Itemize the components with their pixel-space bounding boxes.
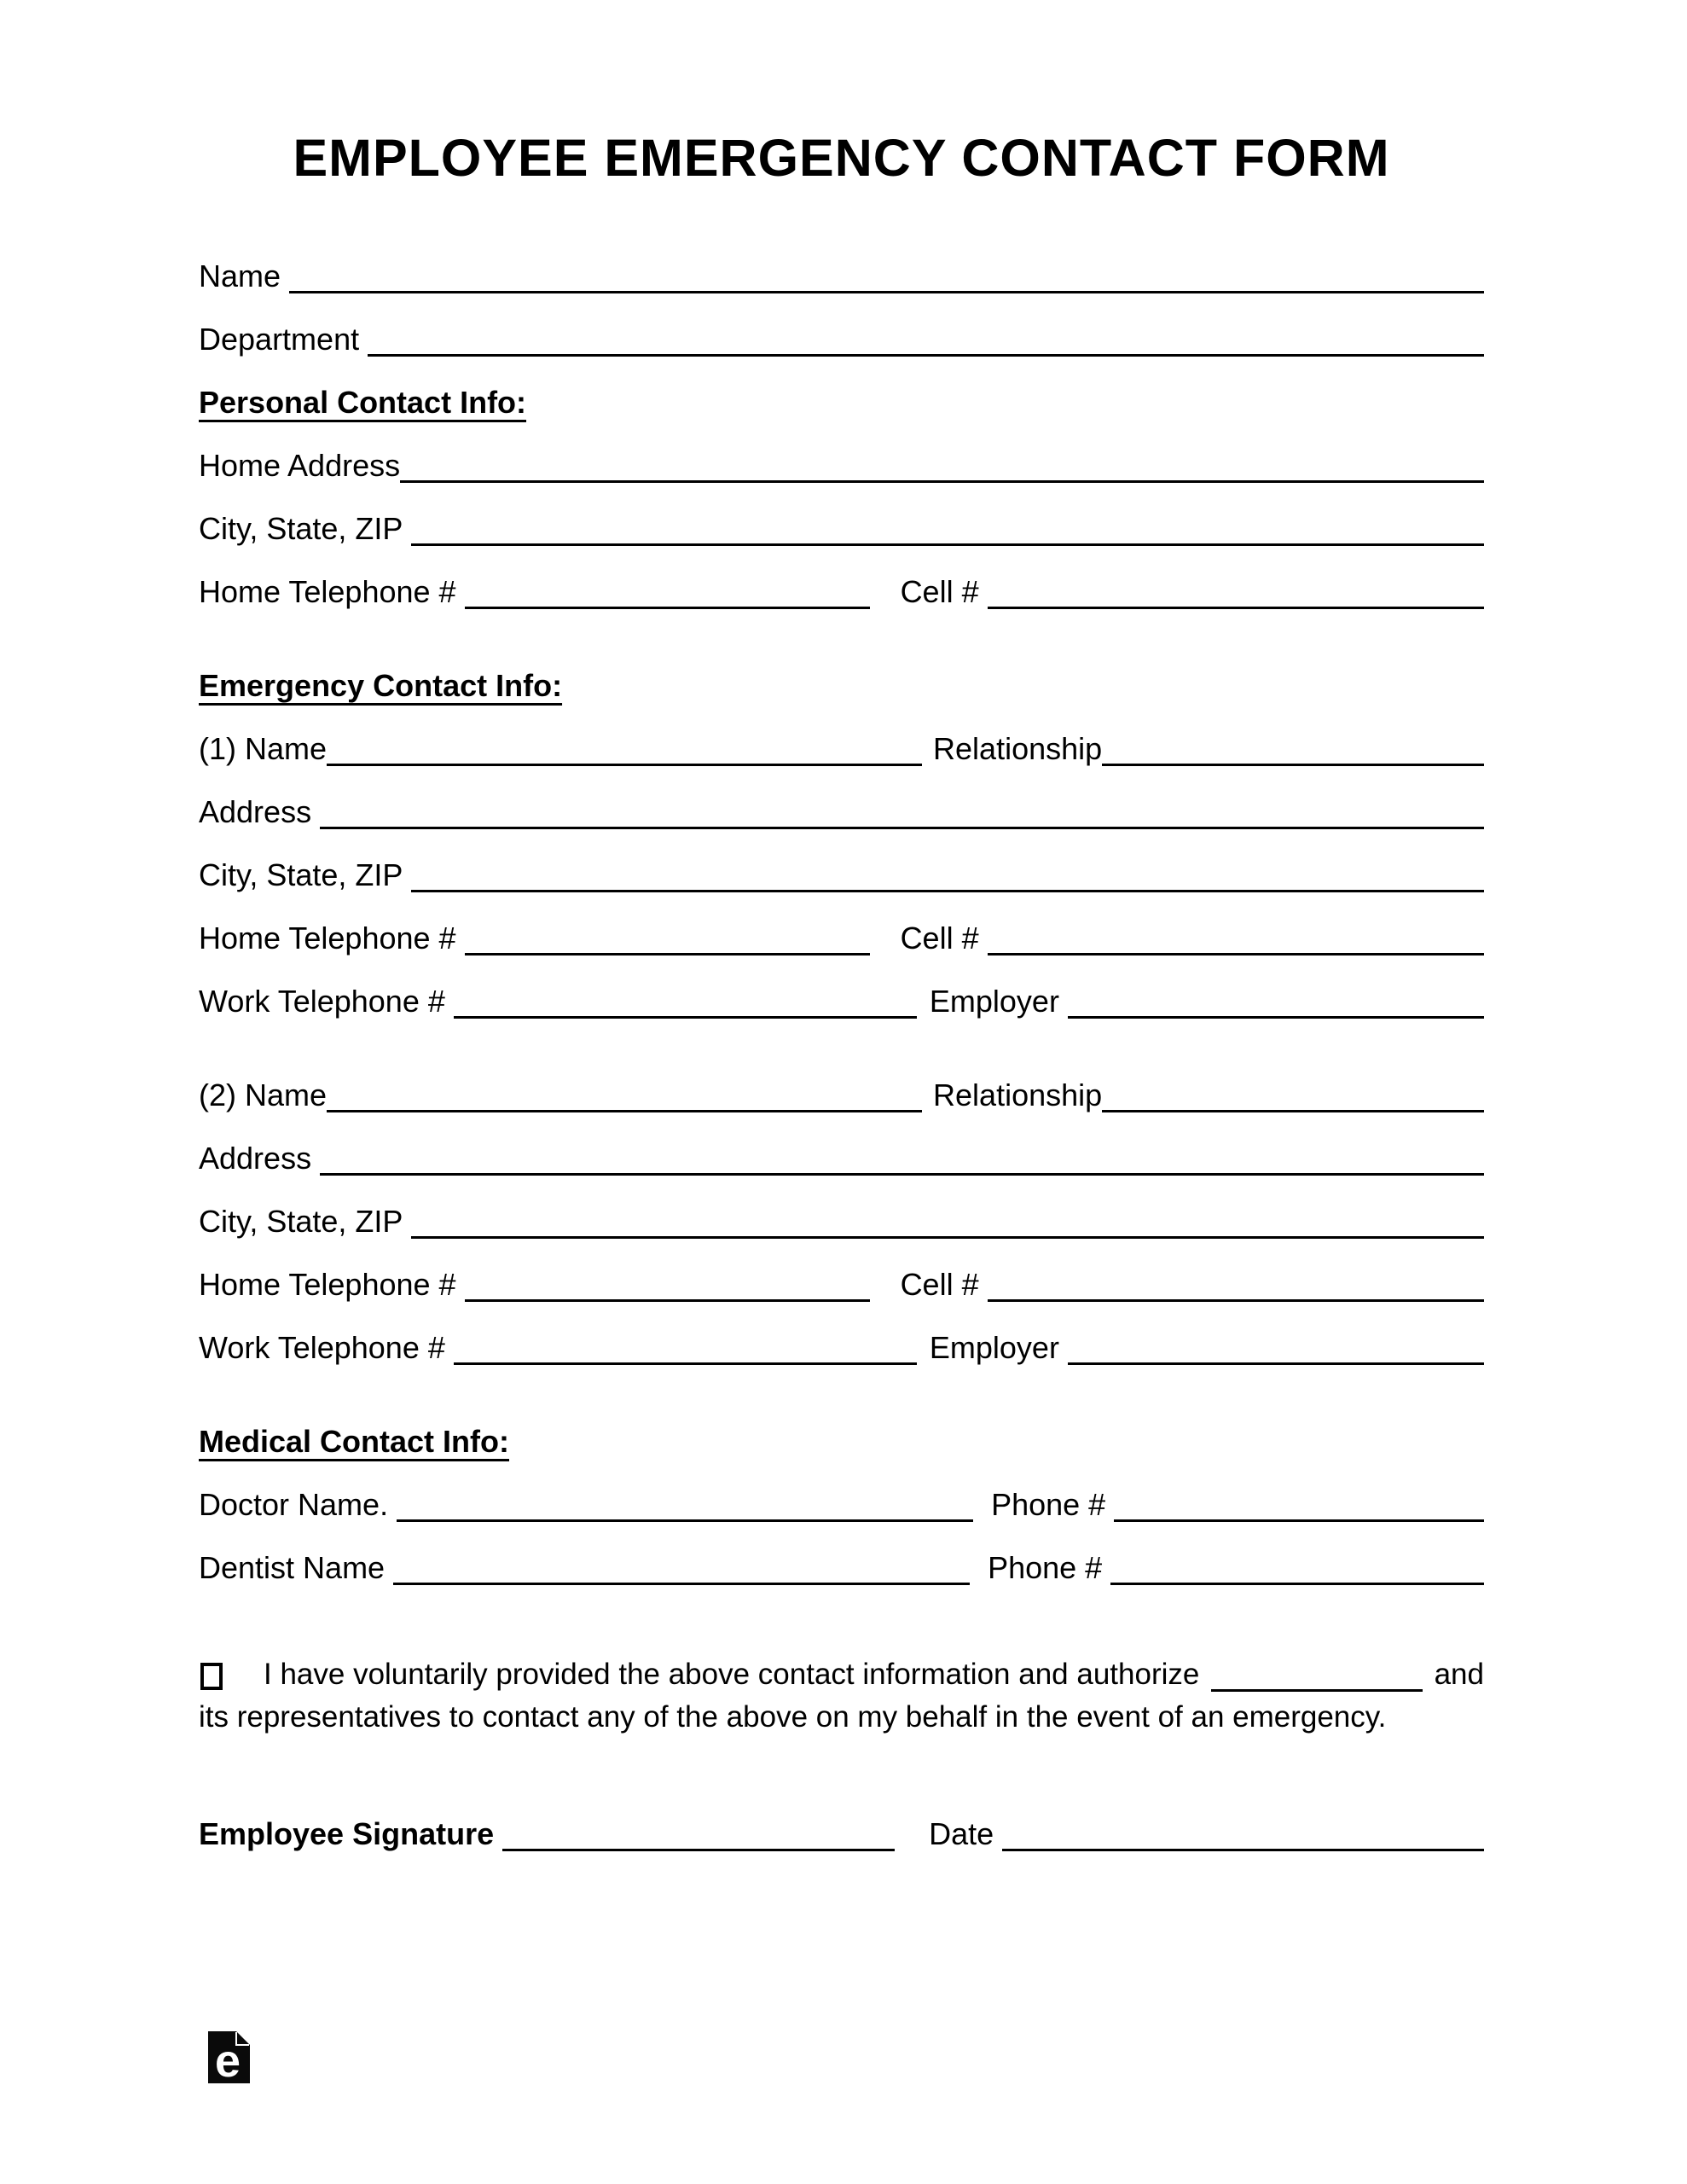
logo-letter: e — [214, 2036, 241, 2083]
contact2-name-input-line[interactable] — [327, 1110, 922, 1112]
contact1-home-telephone-label: Home Telephone # — [199, 920, 456, 956]
authorization-text-line2: its representatives to contact any of the above on my behalf in the event of an emergency. — [199, 1700, 1387, 1734]
department-row — [199, 317, 1484, 357]
contact1-home-telephone-input-line[interactable] — [465, 953, 870, 956]
contact2-work-row — [199, 1326, 1484, 1365]
authorization-connector-word: and — [1434, 1657, 1484, 1691]
contact1-city-state-zip-row — [199, 853, 1484, 892]
contact1-address-row — [199, 790, 1484, 829]
contact1-city-state-zip-label: City, State, ZIP — [199, 857, 403, 892]
home-telephone-label: Home Telephone # — [199, 573, 456, 609]
doctor-name-label: Doctor Name. — [199, 1486, 389, 1522]
signature-row — [199, 1812, 1484, 1851]
authorization-text-before-blank: I have voluntarily provided the above contact information and authorize — [264, 1657, 1200, 1691]
dentist-row — [199, 1546, 1484, 1585]
contact1-name-label: (1) Name — [199, 730, 328, 766]
name-label: Name — [199, 258, 281, 293]
contact2-relationship-input-line[interactable] — [1102, 1110, 1484, 1112]
employee-signature-input-line[interactable] — [502, 1849, 895, 1851]
contact1-work-row — [199, 979, 1484, 1019]
dentist-name-label: Dentist Name — [199, 1549, 386, 1585]
contact1-cell-label: Cell # — [900, 920, 979, 956]
doctor-phone-label: Phone # — [991, 1486, 1106, 1522]
emergency-section-heading-row — [199, 664, 1484, 703]
personal-section-heading-row — [199, 380, 1484, 420]
contact1-relationship-input-line[interactable] — [1102, 764, 1484, 766]
contact1-work-telephone-label: Work Telephone # — [199, 983, 445, 1019]
contact2-city-state-zip-label: City, State, ZIP — [199, 1203, 403, 1239]
contact1-cell-input-line[interactable] — [988, 953, 1484, 956]
eforms-logo — [208, 2031, 250, 2083]
contact1-name-row — [199, 727, 1484, 766]
contact1-relationship-label: Relationship — [933, 730, 1103, 766]
contact1-employer-label: Employer — [929, 983, 1059, 1019]
contact2-home-telephone-input-line[interactable] — [465, 1299, 870, 1302]
personal-city-state-zip-row — [199, 507, 1484, 546]
contact2-relationship-label: Relationship — [933, 1077, 1103, 1112]
employee-signature-label: Employee Signature — [199, 1815, 495, 1851]
personal-cell-input-line[interactable] — [988, 607, 1484, 609]
cell-label: Cell # — [900, 573, 979, 609]
doctor-name-input-line[interactable] — [397, 1519, 973, 1522]
authorization-checkbox[interactable] — [200, 1663, 223, 1690]
contact2-city-state-zip-row — [199, 1199, 1484, 1239]
name-row — [199, 254, 1484, 293]
contact2-address-row — [199, 1136, 1484, 1176]
date-label: Date — [929, 1815, 994, 1851]
dentist-name-input-line[interactable] — [393, 1583, 970, 1585]
contact1-city-state-zip-input-line[interactable] — [411, 890, 1484, 892]
doctor-phone-input-line[interactable] — [1114, 1519, 1484, 1522]
contact1-name-input-line[interactable] — [327, 764, 922, 766]
contact1-address-label: Address — [199, 793, 312, 829]
dentist-phone-input-line[interactable] — [1110, 1583, 1484, 1585]
authorization-line1 — [199, 1653, 1484, 1692]
personal-section-heading: Personal Contact Info: — [199, 384, 527, 420]
contact1-work-telephone-input-line[interactable] — [454, 1016, 917, 1019]
name-input-line[interactable] — [289, 291, 1484, 293]
personal-city-state-zip-input-line[interactable] — [411, 543, 1484, 546]
contact2-cell-label: Cell # — [900, 1266, 979, 1302]
contact2-address-input-line[interactable] — [320, 1173, 1484, 1176]
date-input-line[interactable] — [1002, 1849, 1484, 1851]
authorization-company-input-line[interactable] — [1211, 1689, 1422, 1692]
contact2-phones-row — [199, 1263, 1484, 1302]
authorization-statement — [199, 1653, 1484, 1735]
contact2-city-state-zip-input-line[interactable] — [411, 1236, 1484, 1239]
contact2-home-telephone-label: Home Telephone # — [199, 1266, 456, 1302]
contact2-address-label: Address — [199, 1140, 312, 1176]
personal-phones-row — [199, 570, 1484, 609]
department-input-line[interactable] — [368, 354, 1484, 357]
contact2-cell-input-line[interactable] — [988, 1299, 1484, 1302]
home-address-label: Home Address — [199, 447, 401, 483]
dentist-phone-label: Phone # — [988, 1549, 1103, 1585]
contact1-phones-row — [199, 916, 1484, 956]
personal-home-telephone-input-line[interactable] — [465, 607, 870, 609]
medical-section-heading-row — [199, 1420, 1484, 1459]
emergency-section-heading: Emergency Contact Info: — [199, 667, 563, 703]
doctor-row — [199, 1483, 1484, 1522]
contact2-name-row — [199, 1073, 1484, 1112]
contact1-employer-input-line[interactable] — [1068, 1016, 1484, 1019]
contact1-address-input-line[interactable] — [320, 827, 1484, 829]
personal-home-address-row — [199, 444, 1484, 483]
page-title: EMPLOYEE EMERGENCY CONTACT FORM — [293, 129, 1390, 187]
contact2-employer-input-line[interactable] — [1068, 1362, 1484, 1365]
department-label: Department — [199, 321, 360, 357]
city-state-zip-label: City, State, ZIP — [199, 510, 403, 546]
personal-home-address-input-line[interactable] — [400, 480, 1484, 483]
contact2-name-label: (2) Name — [199, 1077, 328, 1112]
contact2-employer-label: Employer — [929, 1329, 1059, 1365]
contact2-work-telephone-label: Work Telephone # — [199, 1329, 445, 1365]
contact2-work-telephone-input-line[interactable] — [454, 1362, 917, 1365]
medical-section-heading: Medical Contact Info: — [199, 1423, 510, 1459]
